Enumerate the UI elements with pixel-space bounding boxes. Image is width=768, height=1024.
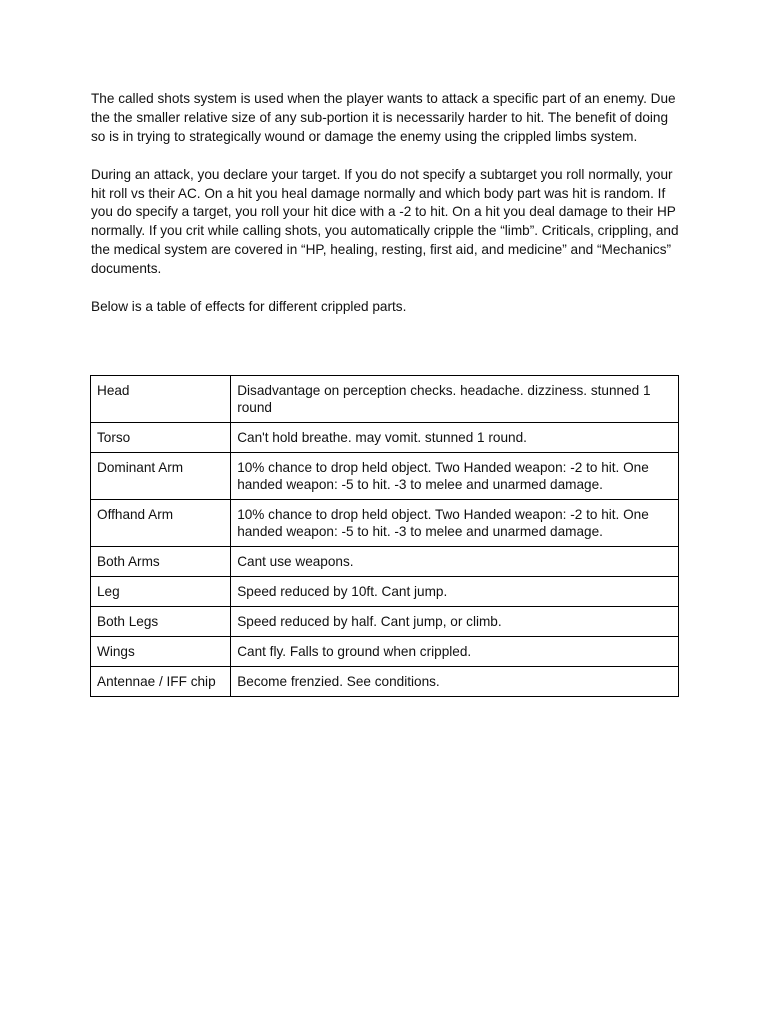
body-part-cell: Torso	[91, 423, 231, 453]
paragraph-gap	[91, 147, 681, 166]
body-part-cell: Both Legs	[91, 607, 231, 637]
effect-cell: 10% chance to drop held object. Two Handed weapon: -2 to hit. One handed weapon: -5 to hit. -3 to melee and unarmed damage.	[231, 500, 679, 547]
body-part-cell: Antennae / IFF chip	[91, 667, 231, 697]
effect-cell: Speed reduced by 10ft. Cant jump.	[231, 577, 679, 607]
table-row	[91, 547, 679, 577]
table-row	[91, 453, 679, 500]
body-part-cell: Offhand Arm	[91, 500, 231, 547]
crippled-parts-table	[90, 375, 679, 697]
table-row	[91, 577, 679, 607]
body-part-cell: Both Arms	[91, 547, 231, 577]
body-part-cell: Head	[91, 376, 231, 423]
paragraph-gap	[91, 279, 681, 298]
table-row	[91, 637, 679, 667]
effect-cell: Become frenzied. See conditions.	[231, 667, 679, 697]
body-part-cell: Wings	[91, 637, 231, 667]
effect-cell: Disadvantage on perception checks. headache. dizziness. stunned 1 round	[231, 376, 679, 423]
table-row	[91, 376, 679, 423]
effect-cell: Cant use weapons.	[231, 547, 679, 577]
table-row	[91, 423, 679, 453]
table-row	[91, 500, 679, 547]
table-row	[91, 607, 679, 637]
effect-cell: 10% chance to drop held object. Two Handed weapon: -2 to hit. One handed weapon: -5 to hit. -3 to melee and unarmed damage.	[231, 453, 679, 500]
attack-rules-paragraph: During an attack, you declare your target. If you do not specify a subtarget you roll normally, your hit roll vs their AC. On a hit you heal damage normally and which body part was hit is random. If you do specify a target, you roll your hit dice with a -2 to hit. On a hit you deal damage to their HP normally. If you crit while calling shots, you automatically cripple the “limb”. Criticals, crippling, and the medical system are covered in “HP, healing, resting, first aid, and medicine” and “Mechanics” documents.	[91, 166, 679, 277]
effect-cell: Can't hold breathe. may vomit. stunned 1 round.	[231, 423, 679, 453]
body-part-cell: Dominant Arm	[91, 453, 231, 500]
effect-cell: Cant fly. Falls to ground when crippled.	[231, 637, 679, 667]
document-body	[91, 90, 681, 317]
table-row	[91, 667, 679, 697]
intro-paragraph: The called shots system is used when the player wants to attack a specific part of an enemy. Due the the smaller relative size of any sub-portion it is necessarily harder to hit. The benefit of doing so is in trying to strategically wound or damage the enemy using the crippled limbs system.	[91, 91, 676, 144]
effect-cell: Speed reduced by half. Cant jump, or climb.	[231, 607, 679, 637]
crippled-parts-table-wrapper	[90, 375, 679, 697]
table-intro-paragraph: Below is a table of effects for different crippled parts.	[91, 298, 407, 314]
body-part-cell: Leg	[91, 577, 231, 607]
